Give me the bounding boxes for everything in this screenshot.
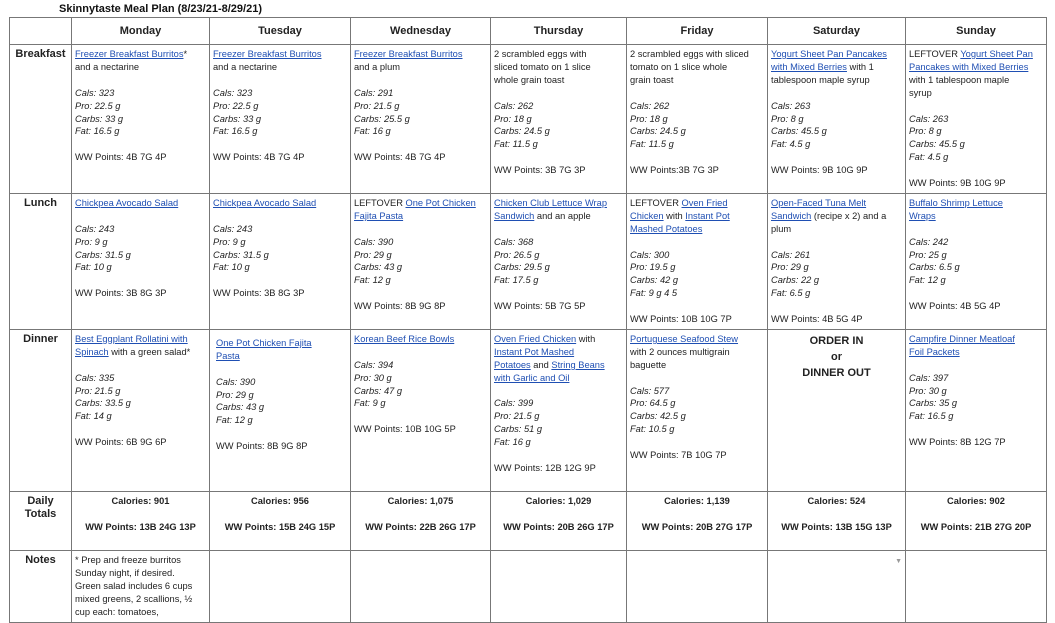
recipe-link[interactable]: Oven Fried bbox=[681, 197, 728, 208]
recipe-link[interactable]: with Mixed Berries bbox=[771, 61, 847, 72]
ww-points: WW Points: 4B 5G 4P bbox=[771, 314, 863, 325]
protein: Pro: 8 g bbox=[909, 126, 942, 137]
row-label-notes: Notes bbox=[10, 550, 72, 622]
protein: Pro: 29 g bbox=[216, 389, 254, 400]
recipe-link[interactable]: Instant Pot bbox=[685, 210, 730, 221]
fat: Fat: 6.5 g bbox=[771, 288, 811, 299]
meal-cell bbox=[491, 45, 627, 194]
fat: Fat: 10 g bbox=[75, 262, 112, 273]
recipe-link[interactable]: Korean Beef Rice Bowls bbox=[354, 333, 455, 344]
breakfast-row bbox=[10, 45, 1047, 194]
protein: Pro: 29 g bbox=[771, 262, 809, 273]
meal-cell bbox=[72, 329, 210, 491]
ww-points: WW Points: 12B 12G 9P bbox=[494, 463, 596, 473]
carbs: Carbs: 33 g bbox=[213, 113, 262, 124]
notes-cell bbox=[906, 550, 1047, 622]
day-header: Thursday bbox=[491, 18, 627, 45]
recipe-link[interactable]: Buffalo Shrimp Lettuce bbox=[909, 197, 1003, 208]
row-label-lunch: Lunch bbox=[10, 193, 72, 329]
recipe-link[interactable]: Chicken Club Lettuce Wrap bbox=[494, 197, 607, 208]
meal-cell bbox=[72, 193, 210, 329]
corner-cell bbox=[10, 18, 72, 45]
ww-points: WW Points: 8B 12G 7P bbox=[909, 437, 1006, 448]
note-text: mixed greens, 2 scallions, ½ bbox=[75, 593, 193, 604]
meal-text: baguette bbox=[630, 359, 667, 370]
meal-cell bbox=[906, 329, 1047, 491]
carbs: Carbs: 51 g bbox=[494, 424, 543, 435]
recipe-link[interactable]: Sandwich bbox=[494, 210, 535, 221]
ww-points: WW Points: 4B 7G 4P bbox=[75, 152, 167, 163]
meal-text: tablespoon maple syrup bbox=[771, 74, 870, 85]
meal-text: and a nectarine bbox=[213, 61, 278, 72]
fat: Fat: 16 g bbox=[494, 437, 531, 448]
recipe-link[interactable]: Campfire Dinner Meatloaf bbox=[909, 333, 1015, 344]
leftover-label: LEFTOVER bbox=[354, 197, 406, 208]
recipe-link[interactable]: Open-Faced Tuna Melt bbox=[771, 197, 867, 208]
order-in-cell bbox=[768, 329, 906, 491]
recipe-link[interactable]: with Garlic and Oil bbox=[494, 372, 570, 383]
fat: Fat: 16 g bbox=[354, 126, 391, 137]
recipe-link[interactable]: Spinach bbox=[75, 346, 109, 357]
meal-text: tomato on 1 slice whole bbox=[630, 61, 728, 72]
ww-points: WW Points: 3B 8G 3P bbox=[213, 288, 305, 299]
fat: Fat: 14 g bbox=[75, 411, 112, 422]
meal-text: * bbox=[183, 49, 188, 59]
protein: Pro: 30 g bbox=[354, 372, 392, 383]
row-label-dinner: Dinner bbox=[10, 329, 72, 491]
note-text: cup each: tomatoes, bbox=[75, 606, 159, 617]
meal-cell bbox=[351, 193, 491, 329]
recipe-link[interactable]: Pasta bbox=[216, 350, 240, 361]
notes-cell bbox=[491, 550, 627, 622]
meal-text: and bbox=[530, 359, 552, 370]
recipe-link[interactable]: Instant Pot Mashed bbox=[494, 346, 575, 357]
meal-cell bbox=[351, 329, 491, 491]
fat: Fat: 12 g bbox=[909, 275, 946, 286]
recipe-link[interactable]: Freezer Breakfast Burritos bbox=[213, 49, 322, 59]
calories: Cals: 243 bbox=[75, 223, 115, 234]
calories: Cals: 300 bbox=[630, 249, 670, 260]
meal-cell bbox=[906, 193, 1047, 329]
recipe-link[interactable]: Fajita Pasta bbox=[354, 210, 404, 221]
carbs: Carbs: 43 g bbox=[216, 402, 265, 413]
recipe-link[interactable]: Oven Fried Chicken bbox=[494, 333, 577, 344]
protein: Pro: 18 g bbox=[494, 113, 532, 124]
calories: Cals: 263 bbox=[909, 113, 949, 124]
calories: Cals: 394 bbox=[354, 359, 394, 370]
ww-points: WW Points:3B 7G 3P bbox=[630, 165, 719, 176]
meal-cell bbox=[627, 329, 768, 491]
fat: Fat: 9 g 4 5 bbox=[630, 288, 678, 299]
meal-text: and an apple bbox=[534, 210, 591, 221]
protein: Pro: 25 g bbox=[909, 249, 947, 260]
notes-cell bbox=[627, 550, 768, 622]
meal-cell bbox=[768, 45, 906, 194]
calories: Cals: 243 bbox=[213, 223, 253, 234]
row-label-totals: Daily Totals bbox=[10, 491, 72, 550]
fat: Fat: 16.5 g bbox=[213, 126, 258, 137]
fat: Fat: 10.5 g bbox=[630, 424, 675, 435]
ww-points: WW Points: 4B 7G 4P bbox=[213, 152, 305, 163]
protein: Pro: 22.5 g bbox=[75, 100, 121, 111]
ww-points: WW Points: 8B 9G 8P bbox=[354, 301, 446, 312]
protein: Pro: 9 g bbox=[75, 236, 108, 247]
page-title: Skinnytaste Meal Plan (8/23/21-8/29/21) bbox=[59, 3, 262, 15]
daily-total: Calories: 1,139 WW Points: 20B 27G 17P bbox=[627, 491, 768, 550]
notes-cell bbox=[351, 550, 491, 622]
protein: Pro: 19.5 g bbox=[630, 262, 676, 273]
meal-cell bbox=[210, 45, 351, 194]
meal-text: with 2 ounces multigrain bbox=[630, 346, 730, 357]
meal-text: 2 scrambled eggs with bbox=[494, 49, 587, 59]
note-text: Green salad includes 6 cups bbox=[75, 580, 193, 591]
carbs: Carbs: 25.5 g bbox=[354, 113, 410, 124]
fat: Fat: 4.5 g bbox=[909, 152, 949, 163]
calories: Cals: 390 bbox=[216, 376, 256, 387]
protein: Pro: 21.5 g bbox=[494, 411, 540, 422]
meal-text: with 1 tablespoon maple bbox=[909, 74, 1010, 85]
day-header: Friday bbox=[627, 18, 768, 45]
fat: Fat: 12 g bbox=[216, 415, 253, 426]
carbs: Carbs: 33.5 g bbox=[75, 398, 131, 409]
fat: Fat: 11.5 g bbox=[630, 139, 674, 150]
meal-text: and a nectarine bbox=[75, 61, 140, 72]
recipe-link[interactable]: Chicken bbox=[630, 210, 664, 221]
lunch-row bbox=[10, 193, 1047, 329]
meal-text: (recipe x 2) and a bbox=[811, 210, 887, 221]
meal-text: sliced tomato on 1 slice bbox=[494, 61, 591, 72]
daily-total: Calories: 1,075 WW Points: 22B 26G 17P bbox=[351, 491, 491, 550]
meal-text: grain toast bbox=[630, 74, 674, 85]
protein: Pro: 26.5 g bbox=[494, 249, 540, 260]
calories: Cals: 242 bbox=[909, 236, 949, 247]
recipe-link[interactable]: Yogurt Sheet Pan Pancakes bbox=[771, 49, 887, 59]
recipe-link[interactable]: Pancakes with Mixed Berries bbox=[909, 61, 1029, 72]
carbs: Carbs: 33 g bbox=[75, 113, 124, 124]
fat: Fat: 12 g bbox=[354, 275, 391, 286]
note-text: * Prep and freeze burritos bbox=[75, 554, 181, 565]
order-in-text: ORDER IN bbox=[809, 334, 864, 347]
ww-points: WW Points: 8B 9G 8P bbox=[216, 441, 308, 452]
ww-points: WW Points: 5B 7G 5P bbox=[494, 301, 586, 312]
recipe-link[interactable]: Best Eggplant Rollatini with bbox=[75, 333, 188, 344]
fat: Fat: 17.5 g bbox=[494, 275, 539, 286]
notes-cell bbox=[210, 550, 351, 622]
dinner-row bbox=[10, 329, 1047, 491]
day-header: Monday bbox=[72, 18, 210, 45]
protein: Pro: 8 g bbox=[771, 113, 804, 124]
carbs: Carbs: 42.5 g bbox=[630, 411, 686, 422]
notes-row bbox=[10, 550, 1047, 622]
recipe-link[interactable]: Mashed Potatoes bbox=[630, 223, 703, 234]
ww-points: WW Points: 3B 8G 3P bbox=[75, 288, 167, 299]
meal-cell bbox=[351, 45, 491, 194]
carbs: Carbs: 42 g bbox=[630, 275, 679, 286]
carbs: Carbs: 6.5 g bbox=[909, 262, 960, 273]
ww-points: WW Points: 4B 7G 4P bbox=[354, 152, 446, 163]
carbs: Carbs: 29.5 g bbox=[494, 262, 550, 273]
fat: Fat: 16.5 g bbox=[909, 411, 954, 422]
order-or-text: or bbox=[831, 350, 842, 363]
notes-cell bbox=[72, 550, 210, 622]
calories: Cals: 399 bbox=[494, 398, 534, 409]
daily-total: Calories: 524 WW Points: 13B 15G 13P bbox=[768, 491, 906, 550]
fat: Fat: 11.5 g bbox=[494, 139, 538, 150]
ww-points: WW Points: 4B 5G 4P bbox=[909, 301, 1001, 312]
ww-points: WW Points: 10B 10G 5P bbox=[354, 424, 456, 435]
carbs: Carbs: 22 g bbox=[771, 275, 820, 286]
carbs: Carbs: 47 g bbox=[354, 385, 403, 396]
fat: Fat: 9 g bbox=[354, 398, 386, 409]
calories: Cals: 335 bbox=[75, 372, 115, 383]
leftover-label: LEFTOVER bbox=[909, 49, 961, 59]
recipe-link[interactable]: One Pot Chicken bbox=[405, 197, 476, 208]
meal-cell bbox=[210, 329, 351, 491]
ww-points: WW Points: 7B 10G 7P bbox=[630, 450, 727, 461]
day-header: Saturday bbox=[768, 18, 906, 45]
carbs: Carbs: 43 g bbox=[354, 262, 403, 273]
carbs: Carbs: 31.5 g bbox=[213, 249, 269, 260]
recipe-link[interactable]: Sandwich bbox=[771, 210, 812, 221]
daily-total: Calories: 1,029 WW Points: 20B 26G 17P bbox=[491, 491, 627, 550]
protein: Pro: 30 g bbox=[909, 385, 947, 396]
day-header: Wednesday bbox=[351, 18, 491, 45]
totals-row bbox=[10, 491, 1047, 550]
protein: Pro: 21.5 g bbox=[75, 385, 121, 396]
meal-text: with bbox=[576, 333, 596, 344]
recipe-link[interactable]: Freezer Breakfast Burritos bbox=[354, 49, 463, 59]
calories: Cals: 323 bbox=[75, 87, 115, 98]
ww-points: WW Points: 6B 9G 6P bbox=[75, 437, 167, 448]
fat: Fat: 10 g bbox=[213, 262, 250, 273]
fat: Fat: 4.5 g bbox=[771, 139, 811, 150]
daily-total: Calories: 956 WW Points: 15B 24G 15P bbox=[210, 491, 351, 550]
recipe-link[interactable]: Chickpea Avocado Salad bbox=[75, 197, 179, 208]
meal-cell bbox=[627, 45, 768, 194]
day-header: Sunday bbox=[906, 18, 1047, 45]
recipe-link[interactable]: Yogurt Sheet Pan bbox=[960, 49, 1033, 59]
meal-text: plum bbox=[771, 223, 792, 234]
daily-total: Calories: 902 WW Points: 21B 27G 20P bbox=[906, 491, 1047, 550]
calories: Cals: 262 bbox=[630, 100, 670, 111]
note-text: Sunday night, if desired. bbox=[75, 567, 175, 578]
ww-points: WW Points: 3B 7G 3P bbox=[494, 165, 586, 176]
recipe-link[interactable]: String Beans bbox=[551, 359, 605, 370]
carbs: Carbs: 31.5 g bbox=[75, 249, 131, 260]
daily-total: Calories: 901 WW Points: 13B 24G 13P bbox=[72, 491, 210, 550]
protein: Pro: 18 g bbox=[630, 113, 668, 124]
meal-cell bbox=[906, 45, 1047, 194]
calories: Cals: 263 bbox=[771, 100, 811, 111]
notes-cell bbox=[768, 550, 906, 622]
protein: Pro: 9 g bbox=[213, 236, 246, 247]
recipe-link[interactable]: Potatoes bbox=[494, 359, 531, 370]
ww-points: WW Points: 9B 10G 9P bbox=[771, 165, 868, 176]
recipe-link[interactable]: Chickpea Avocado Salad bbox=[213, 197, 317, 208]
ww-points: WW Points: 9B 10G 9P bbox=[909, 178, 1006, 189]
carbs: Carbs: 45.5 g bbox=[909, 139, 965, 150]
recipe-link[interactable]: Portuguese Seafood Stew bbox=[630, 333, 739, 344]
meal-cell bbox=[491, 193, 627, 329]
meal-cell bbox=[768, 193, 906, 329]
meal-cell bbox=[627, 193, 768, 329]
meal-text: and a plum bbox=[354, 61, 400, 72]
meal-cell bbox=[210, 193, 351, 329]
calories: Cals: 323 bbox=[213, 87, 253, 98]
ww-points: WW Points: 10B 10G 7P bbox=[630, 314, 732, 325]
meal-text: 2 scrambled eggs with sliced bbox=[630, 49, 749, 59]
carbs: Carbs: 24.5 g bbox=[630, 126, 686, 137]
protein: Pro: 22.5 g bbox=[213, 100, 259, 111]
carbs: Carbs: 24.5 g bbox=[494, 126, 550, 137]
protein: Pro: 64.5 g bbox=[630, 398, 676, 409]
meal-text: with 1 bbox=[846, 61, 874, 72]
dropdown-arrow-icon[interactable]: ▼ bbox=[895, 557, 902, 565]
meal-cell bbox=[491, 329, 627, 491]
calories: Cals: 261 bbox=[771, 249, 811, 260]
recipe-link[interactable]: One Pot Chicken Fajita bbox=[216, 337, 312, 348]
header-row bbox=[10, 18, 1047, 45]
calories: Cals: 291 bbox=[354, 87, 394, 98]
recipe-link[interactable]: Freezer Breakfast Burritos bbox=[75, 49, 184, 59]
meal-text: with bbox=[663, 210, 686, 221]
carbs: Carbs: 35 g bbox=[909, 398, 958, 409]
meal-text: whole grain toast bbox=[494, 74, 565, 85]
meal-cell bbox=[72, 45, 210, 194]
meal-text: with a green salad* bbox=[108, 346, 191, 357]
meal-plan-table bbox=[9, 17, 1047, 623]
row-label-breakfast: Breakfast bbox=[10, 45, 72, 194]
carbs: Carbs: 45.5 g bbox=[771, 126, 827, 137]
calories: Cals: 577 bbox=[630, 385, 670, 396]
calories: Cals: 368 bbox=[494, 236, 534, 247]
protein: Pro: 21.5 g bbox=[354, 100, 400, 111]
dinner-out-text: DINNER OUT bbox=[802, 366, 871, 379]
leftover-label: LEFTOVER bbox=[630, 197, 682, 208]
calories: Cals: 390 bbox=[354, 236, 394, 247]
meal-text: syrup bbox=[909, 87, 932, 98]
recipe-link[interactable]: Wraps bbox=[909, 210, 936, 221]
calories: Cals: 397 bbox=[909, 372, 949, 383]
day-header: Tuesday bbox=[210, 18, 351, 45]
calories: Cals: 262 bbox=[494, 100, 534, 111]
recipe-link[interactable]: Foil Packets bbox=[909, 346, 960, 357]
protein: Pro: 29 g bbox=[354, 249, 392, 260]
fat: Fat: 16.5 g bbox=[75, 126, 120, 137]
